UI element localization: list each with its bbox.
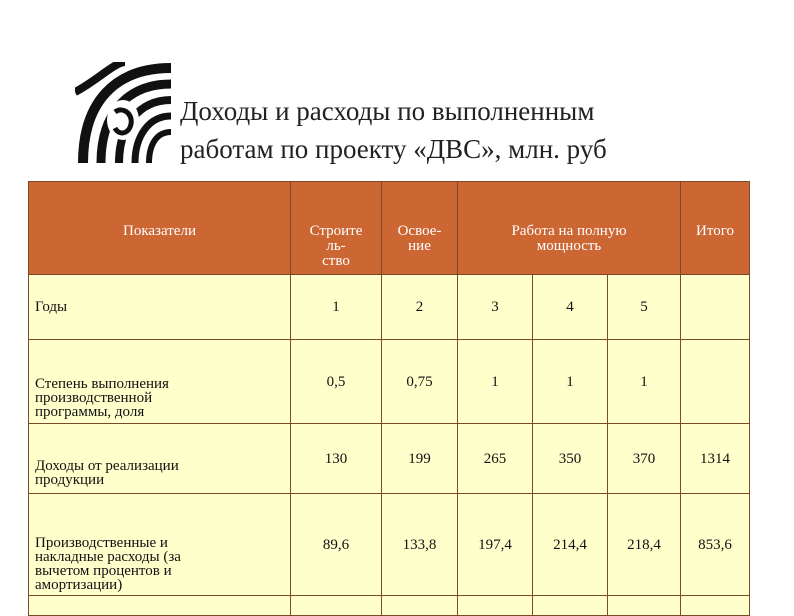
table-cell: 853,6 xyxy=(681,494,750,596)
income-expense-table xyxy=(28,181,750,616)
table-cell xyxy=(382,596,458,616)
header-construction xyxy=(291,182,382,275)
table-cell: 133,8 xyxy=(382,494,458,596)
table-cell: 199 xyxy=(382,424,458,494)
table-cell: 214,4 xyxy=(533,494,608,596)
table-row xyxy=(29,340,750,424)
page-title xyxy=(180,92,780,168)
table-cell: 1314 xyxy=(681,424,750,494)
table-cell: 1 xyxy=(608,340,681,424)
header-total: Итого xyxy=(681,182,750,275)
table-cell xyxy=(608,596,681,616)
header-development xyxy=(382,182,458,275)
table-cell: 265 xyxy=(458,424,533,494)
row-label-line: продукции xyxy=(35,472,105,488)
table-cell xyxy=(533,596,608,616)
header-full-capacity-line: мощность xyxy=(536,238,602,254)
table-cell xyxy=(681,596,750,616)
table-cell: 1 xyxy=(458,340,533,424)
table-cell: 5 xyxy=(608,275,681,340)
header-indicators: Показатели xyxy=(29,182,291,275)
table-cell xyxy=(681,340,750,424)
row-label-line: программы, доля xyxy=(35,404,145,420)
table-cell: 370 xyxy=(608,424,681,494)
header-development-line: Освое- xyxy=(397,223,442,239)
table-row xyxy=(29,494,750,596)
table-cell: 1 xyxy=(291,275,382,340)
table-cell: 2 xyxy=(382,275,458,340)
table-cell: 350 xyxy=(533,424,608,494)
table-row xyxy=(29,275,750,340)
table-cell: 197,4 xyxy=(458,494,533,596)
row-label-line: Степень выполнения xyxy=(35,376,169,392)
table-cell: 218,4 xyxy=(608,494,681,596)
table-cell: 89,6 xyxy=(291,494,382,596)
header-development-line: ние xyxy=(408,238,431,254)
header-full-capacity xyxy=(458,182,681,275)
row-label: Годы xyxy=(29,275,291,340)
row-label-line: вычетом процентов и xyxy=(35,562,172,579)
row-label xyxy=(29,494,291,596)
table-cell: 4 xyxy=(533,275,608,340)
row-label-line: амортизации) xyxy=(35,576,123,593)
header-full-capacity-line: Работа на полную xyxy=(511,223,627,239)
header-construction-line: ство xyxy=(322,253,350,269)
table-cell xyxy=(458,596,533,616)
header-construction-line: ль- xyxy=(326,238,346,254)
row-label xyxy=(29,424,291,494)
header-construction-line: Строите xyxy=(309,223,363,239)
table-cell xyxy=(681,275,750,340)
row-label xyxy=(29,340,291,424)
spiral-logo-icon xyxy=(75,62,171,163)
table-cell: 3 xyxy=(458,275,533,340)
table-cell: 0,75 xyxy=(382,340,458,424)
table-row-cut-off xyxy=(29,596,750,616)
row-label-line: Производственные и xyxy=(35,534,168,551)
title-line-2: работам по проекту «ДВС», млн. руб xyxy=(180,134,607,164)
header-row xyxy=(29,182,750,275)
title-line-1: Доходы и расходы по выполненным xyxy=(180,96,595,126)
table-cell: 0,5 xyxy=(291,340,382,424)
row-label-line: производственной xyxy=(35,390,153,406)
table-cell xyxy=(29,596,291,616)
table-cell xyxy=(291,596,382,616)
row-label-line: накладные расходы (за xyxy=(35,548,181,565)
table-cell: 130 xyxy=(291,424,382,494)
row-label-line: Доходы от реализации xyxy=(35,458,179,474)
table-row xyxy=(29,424,750,494)
table-cell: 1 xyxy=(533,340,608,424)
